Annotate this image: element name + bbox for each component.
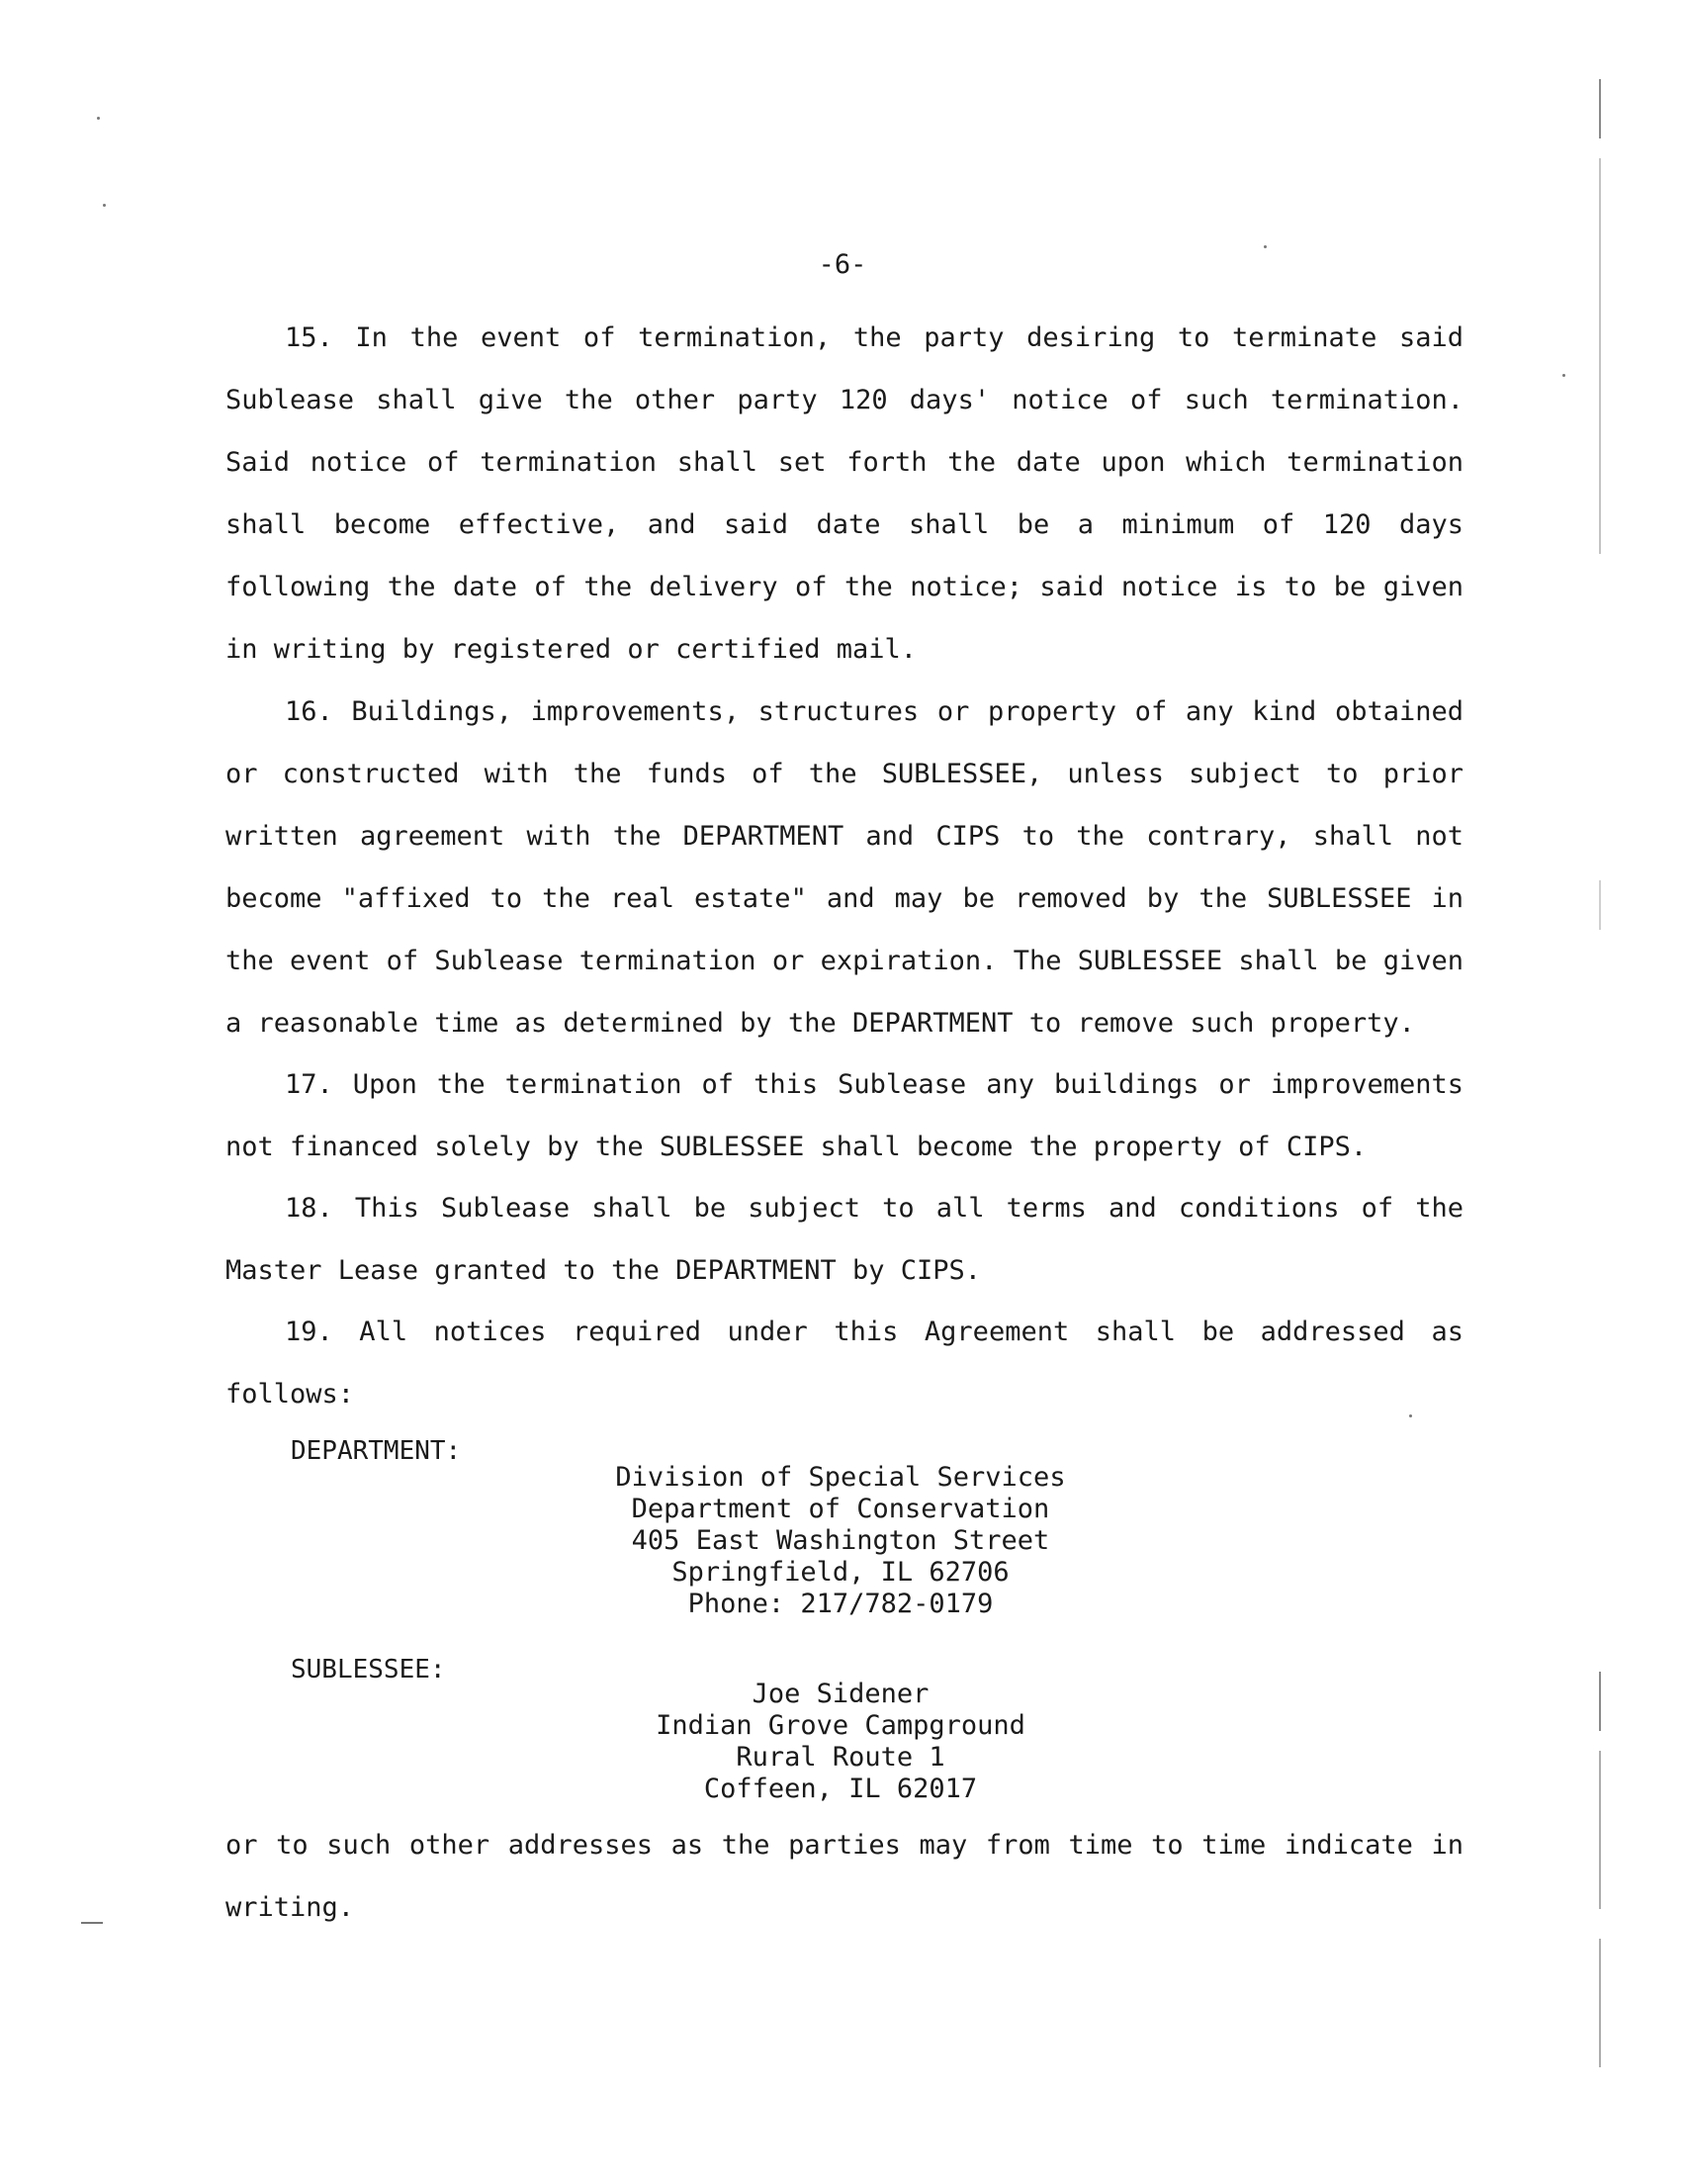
paragraph-15: 15. In the event of termination, the party desiring to terminate said Sublease shall give the other party 120 days' notice of such termination. Said notice of termination shall set forth the date upon which termination shall become effective, and said date shall be a minimum of 120 days following the date of the delivery of the notice; said notice is to be given in writing by registered or certified mail. xyxy=(225,322,1463,665)
scan-speck xyxy=(97,117,100,120)
margin-line xyxy=(1599,79,1601,138)
margin-line xyxy=(1599,158,1601,554)
address-line: Coffeen, IL 62017 xyxy=(703,1774,978,1804)
dash-mark xyxy=(81,1922,103,1924)
paragraph-18: 18. This Sublease shall be subject to all terms and conditions of the Master Lease granted to the DEPARTMENT by CIPS. xyxy=(225,1193,1463,1286)
address-line: Rural Route 1 xyxy=(736,1742,945,1773)
address-line: Joe Sidener xyxy=(752,1679,930,1709)
address-line: 405 East Washington Street xyxy=(631,1525,1050,1556)
margin-line xyxy=(1599,1939,1601,2067)
address-line: Indian Grove Campground xyxy=(656,1710,1025,1741)
closing-paragraph: or to such other addresses as the parties may from time to time indicate in writing. xyxy=(225,1830,1463,1923)
address-line: Department of Conservation xyxy=(631,1494,1050,1524)
address-line: Springfield, IL 62706 xyxy=(671,1557,1010,1588)
paragraph-19: 19. All notices required under this Agreement shall be addressed as follows: xyxy=(225,1317,1463,1410)
sublessee-label: SUBLESSEE: xyxy=(291,1655,446,1684)
margin-line xyxy=(1599,880,1601,930)
paragraph-16: 16. Buildings, improvements, structures or property of any kind obtained or constructed with the funds of the SUBLESSEE, unless subject to prior written agreement with the DEPARTMENT and CIPS to the contrary, shall not become "affixed to the real estate" and may be removed by the SUBLESSEE in the event of Sublease termination or expiration. The SUBLESSEE shall be given a reasonable time as determined by the DEPARTMENT to remove such property. xyxy=(225,696,1463,1039)
address-line: Division of Special Services xyxy=(615,1462,1066,1493)
margin-line xyxy=(1599,1751,1601,1909)
scan-speck xyxy=(1264,245,1267,248)
scan-speck xyxy=(103,204,106,207)
scan-speck xyxy=(1409,1414,1412,1417)
margin-line xyxy=(1599,1672,1601,1731)
paragraph-17: 17. Upon the termination of this Sublease any buildings or improvements not financed solely by the SUBLESSEE shall become the property of CIPS. xyxy=(225,1069,1463,1162)
address-line: Phone: 217/782-0179 xyxy=(687,1589,994,1619)
page-number: -6- xyxy=(818,249,867,280)
department-address xyxy=(593,1462,1088,1620)
sublessee-address xyxy=(593,1679,1088,1805)
scan-speck xyxy=(1562,374,1565,377)
department-label: DEPARTMENT: xyxy=(291,1436,462,1466)
